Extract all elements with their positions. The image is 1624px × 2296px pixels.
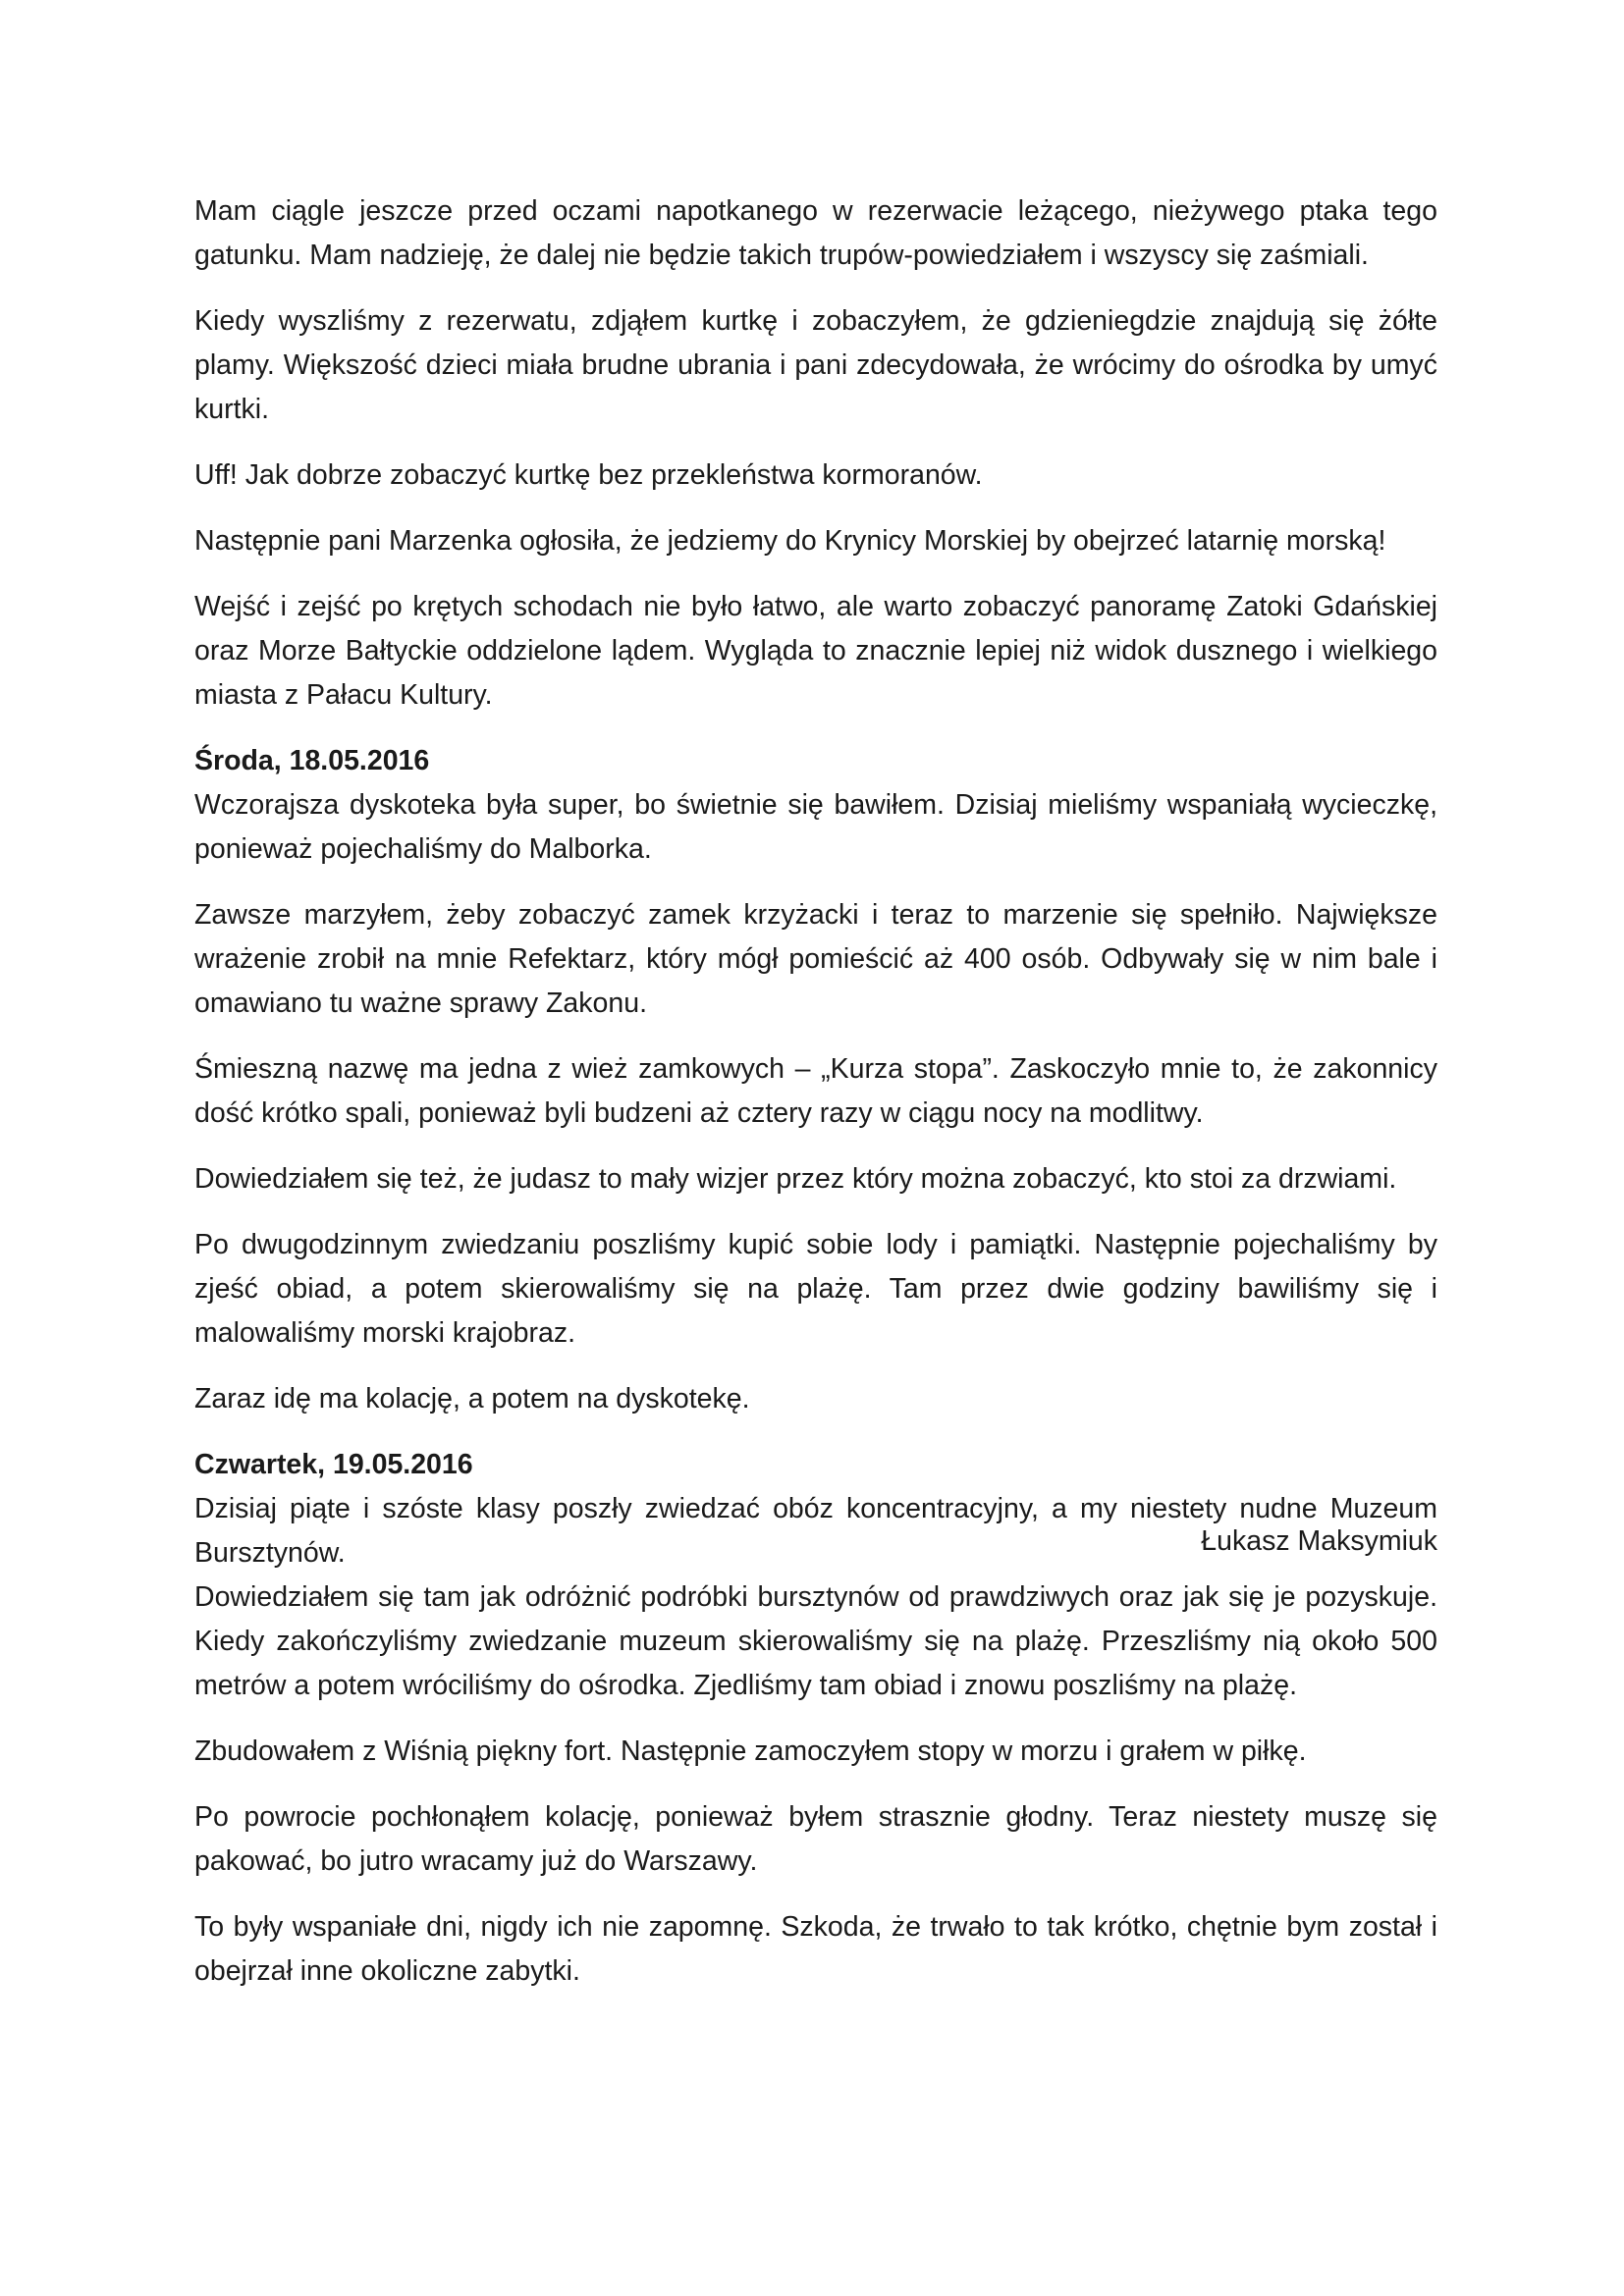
paragraph: Kiedy wyszliśmy z rezerwatu, zdjąłem kurtkę i zobaczyłem, że gdzieniegdzie znajdują się żółte plamy. Większość dzieci miała brudne ubrania i pani zdecydowała, że wrócimy do ośrodka by umyć kurtki. xyxy=(194,305,1437,425)
paragraph: Dowiedziałem się też, że judasz to mały wizjer przez który można zobaczyć, kto stoi za drzwiami. xyxy=(194,1163,1397,1195)
paragraph: Uff! Jak dobrze zobaczyć kurtkę bez przekleństwa kormoranów. xyxy=(194,459,983,491)
section-heading-wednesday: Środa, 18.05.2016 xyxy=(194,745,430,776)
paragraph: Zbudowałem z Wiśnią piękny fort. Następnie zamoczyłem stopy w morzu i grałem w piłkę. xyxy=(194,1735,1307,1767)
paragraph: Po dwugodzinnym zwiedzaniu poszliśmy kupić sobie lody i pamiątki. Następnie pojechaliśmy by zjeść obiad, a potem skierowaliśmy się na plażę. Tam przez dwie godziny bawiliśmy się i malowaliśmy morski krajobraz. xyxy=(194,1229,1437,1349)
paragraph: Dzisiaj piąte i szóste klasy poszły zwiedzać obóz koncentracyjny, a my niestety nudne Muzeum Bursztynów. xyxy=(194,1493,1437,1569)
paragraph: Mam ciągle jeszcze przed oczami napotkanego w rezerwacie leżącego, nieżywego ptaka tego gatunku. Mam nadzieję, że dalej nie będzie takich trupów-powiedziałem i wszyscy się zaśmiali. xyxy=(194,195,1437,271)
paragraph: To były wspaniałe dni, nigdy ich nie zapomnę. Szkoda, że trwało to tak krótko, chętnie bym został i obejrzał inne okoliczne zabytki. xyxy=(194,1911,1437,1987)
section-heading-thursday: Czwartek, 19.05.2016 xyxy=(194,1449,473,1480)
paragraph: Dowiedziałem się tam jak odróżnić podróbki bursztynów od prawdziwych oraz jak się je pozyskuje. Kiedy zakończyliśmy zwiedzanie muzeum skierowaliśmy się na plażę. Przeszliśmy nią około 500 metrów a potem wróciliśmy do ośrodka. Zjedliśmy tam obiad i znowu poszliśmy na plażę. xyxy=(194,1581,1437,1701)
paragraph: Wczorajsza dyskoteka była super, bo świetnie się bawiłem. Dzisiaj mieliśmy wspaniałą wycieczkę, ponieważ pojechaliśmy do Malborka. xyxy=(194,789,1437,865)
paragraph: Następnie pani Marzenka ogłosiła, że jedziemy do Krynicy Morskiej by obejrzeć latarnię morską! xyxy=(194,525,1386,557)
paragraph: Zawsze marzyłem, żeby zobaczyć zamek krzyżacki i teraz to marzenie się spełniło. Największe wrażenie zrobił na mnie Refektarz, który mógł pomieścić aż 400 osób. Odbywały się w nim bale i omawiano tu ważne sprawy Zakonu. xyxy=(194,899,1437,1019)
paragraph: Zaraz idę ma kolację, a potem na dyskotekę. xyxy=(194,1383,750,1415)
author-signature: Łukasz Maksymiuk xyxy=(1201,1525,1437,1557)
document-body xyxy=(194,189,1437,2015)
paragraph: Po powrocie pochłonąłem kolację, ponieważ byłem strasznie głodny. Teraz niestety muszę się pakować, bo jutro wracamy już do Warszawy. xyxy=(194,1801,1437,1877)
paragraph: Śmieszną nazwę ma jedna z wież zamkowych – „Kurza stopa”. Zaskoczyło mnie to, że zakonnicy dość krótko spali, ponieważ byli budzeni aż cztery razy w ciągu nocy na modlitwy. xyxy=(194,1053,1437,1129)
paragraph: Wejść i zejść po krętych schodach nie było łatwo, ale warto zobaczyć panoramę Zatoki Gdańskiej oraz Morze Bałtyckie oddzielone lądem. Wygląda to znacznie lepiej niż widok dusznego i wielkiego miasta z Pałacu Kultury. xyxy=(194,591,1437,711)
